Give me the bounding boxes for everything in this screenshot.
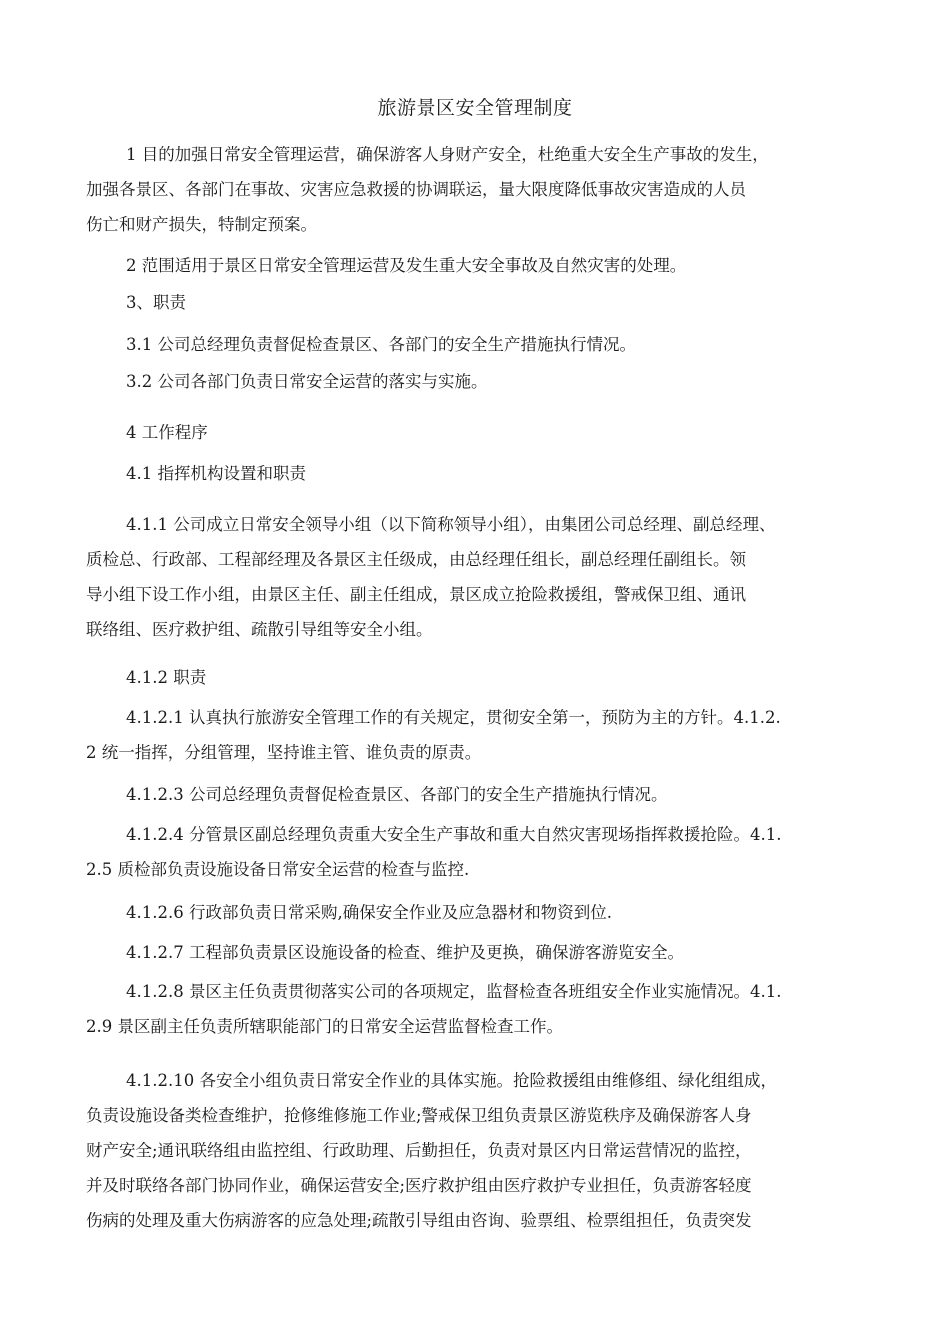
paragraph-scope (86, 248, 876, 283)
paragraph-line: 4.1.2.1 认真执行旅游安全管理工作的有关规定，贯彻安全第一，预防为主的方针。4.1.2. (126, 708, 781, 727)
paragraph-line: 4.1.2.3 公司总经理负责督促检查景区、各部门的安全生产措施执行情况。 (126, 785, 668, 804)
paragraph-line: 2.5 质检部负责设施设备日常安全运营的检查与监控. (86, 860, 470, 879)
paragraph-line: 4.1.2.7 工程部负责景区设施设备的检查、维护及更换，确保游客游览安全。 (126, 943, 684, 962)
paragraph-4-1-1 (86, 507, 876, 647)
paragraph-line: 质检总、行政部、工程部经理及各景区主任级成，由总经理任组长，副总经理任副组长。领 (86, 550, 746, 569)
paragraph-4-1-2-6 (86, 895, 876, 930)
paragraph-line: 3.1 公司总经理负责督促检查景区、各部门的安全生产措施执行情况。 (126, 335, 636, 354)
paragraph-purpose (86, 137, 876, 242)
paragraph-4-1-2-8 (86, 974, 876, 1044)
paragraph-3-2 (86, 364, 876, 399)
paragraph-line: 4.1.2.6 行政部负责日常采购,确保安全作业及应急器材和物资到位. (126, 903, 612, 922)
paragraph-line: 1 目的加强日常安全管理运营，确保游客人身财产安全，杜绝重大安全生产事故的发生， (126, 145, 769, 164)
paragraph-line: 4.1.2 职责 (126, 668, 207, 687)
paragraph-line: 4.1 指挥机构设置和职责 (126, 464, 306, 483)
paragraph-4-1-2-10 (86, 1063, 876, 1238)
paragraph-line: 4.1.2.10 各安全小组负责日常安全作业的具体实施。抢险救援组由维修组、绿化组组成， (126, 1071, 777, 1090)
paragraph-line: 3、职责 (126, 293, 186, 312)
paragraph-line: 4.1.2.8 景区主任负责贯彻落实公司的各项规定，监督检查各班组安全作业实施情况。4.1. (126, 982, 782, 1001)
paragraph-line: 4 工作程序 (126, 423, 208, 442)
paragraph-line: 2.9 景区副主任负责所辖职能部门的日常安全运营监督检查工作。 (86, 1017, 563, 1036)
paragraph-line: 加强各景区、各部门在事故、灾害应急救援的协调联运，量大限度降低事故灾害造成的人员 (86, 180, 746, 199)
heading-4-1 (86, 456, 876, 491)
paragraph-line: 2 统一指挥，分组管理，坚持谁主管、谁负责的原责。 (86, 743, 482, 762)
paragraph-line: 负责设施设备类检查维护，抢修维修施工作业;警戒保卫组负责景区游览秩序及确保游客人身 (86, 1106, 752, 1125)
heading-work-procedure (86, 415, 876, 450)
paragraph-line: 4.1.2.4 分管景区副总经理负责重大安全生产事故和重大自然灾害现场指挥救援抢险。4.1. (126, 825, 782, 844)
paragraph-4-1-2-7 (86, 935, 876, 970)
heading-4-1-2 (86, 660, 876, 695)
paragraph-line: 4.1.1 公司成立日常安全领导小组（以下简称领导小组），由集团公司总经理、副总经理、 (126, 515, 776, 534)
paragraph-line: 财产安全;通讯联络组由监控组、行政助理、后勤担任，负责对景区内日常运营情况的监控， (86, 1141, 752, 1160)
paragraph-line: 联络组、医疗救护组、疏散引导组等安全小组。 (86, 620, 433, 639)
paragraph-4-1-2-1 (86, 700, 876, 770)
paragraph-4-1-2-3 (86, 777, 876, 812)
paragraph-4-1-2-4 (86, 817, 876, 887)
paragraph-3-1 (86, 327, 876, 362)
paragraph-line: 伤病的处理及重大伤病游客的应急处理;疏散引导组由咨询、验票组、检票组担任，负责突发 (86, 1211, 752, 1230)
paragraph-line: 3.2 公司各部门负责日常安全运营的落实与实施。 (126, 372, 488, 391)
paragraph-line: 2 范围适用于景区日常安全管理运营及发生重大安全事故及自然灾害的处理。 (126, 256, 687, 275)
document-title: 旅游景区安全管理制度 (377, 97, 573, 119)
paragraph-line: 导小组下设工作小组，由景区主任、副主任组成，景区成立抢险救援组，警戒保卫组、通讯 (86, 585, 746, 604)
heading-responsibilities (86, 285, 876, 320)
paragraph-line: 并及时联络各部门协同作业，确保运营安全;医疗救护组由医疗救护专业担任，负责游客轻度 (86, 1176, 752, 1195)
paragraph-line: 伤亡和财产损失，特制定预案。 (86, 215, 317, 234)
